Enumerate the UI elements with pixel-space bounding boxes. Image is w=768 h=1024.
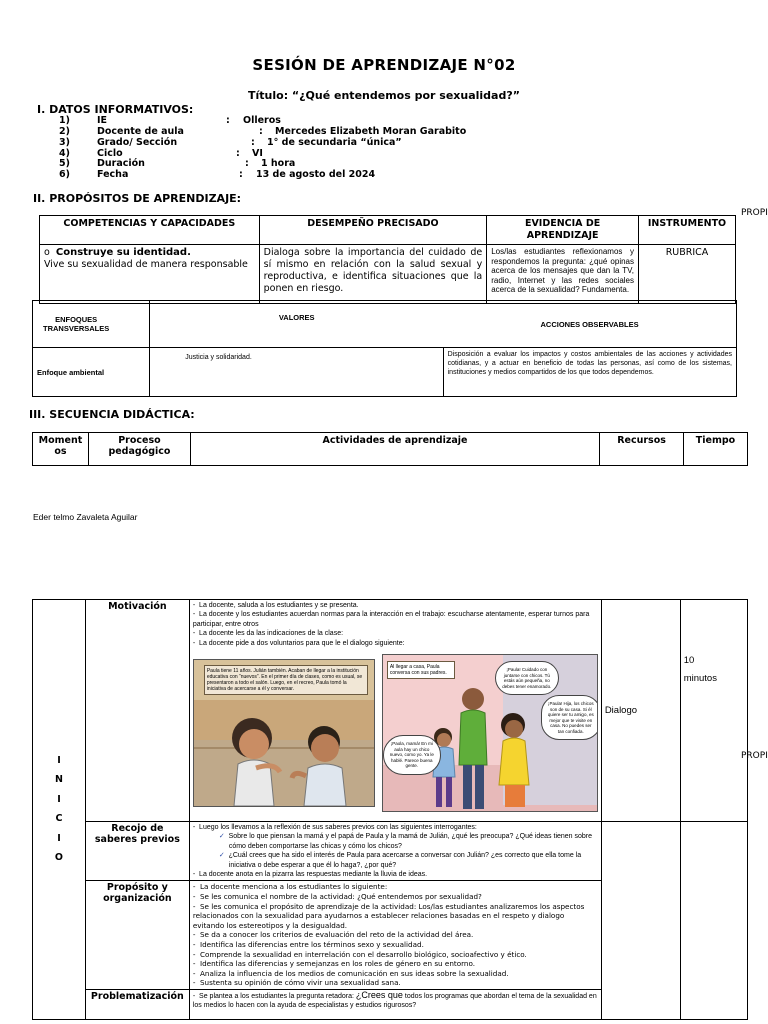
tiempo-empty <box>680 822 747 1020</box>
list-item: - La docente y los estudiantes acuerdan normas para la interacción en el trabajo: escucharse atentamente, esperar turnos para participar, entre otros <box>192 611 590 628</box>
col-competencias: COMPETENCIAS Y CAPACIDADES <box>40 216 260 245</box>
datos-num: 6) <box>59 169 70 180</box>
retadora-question-start: ¿Crees que <box>355 989 403 1000</box>
list-item: - Comprende la sexualidad en interrelación con el desarrollo biológico, socioafectivo y ético. <box>192 949 527 959</box>
datos-colon: : <box>236 148 240 159</box>
enfoques-table <box>32 300 737 397</box>
list-item: - Se les comunica el propósito de aprendizaje de la actividad: Los/las estudiantes analizaremos los aspectos relacionados con la sexualidad para ayudarnos a establecer relaciones basadas en el respeto y dialogo evitando los estereotipos y la desigualdad. <box>192 901 585 930</box>
valores-header: VALORES <box>150 301 443 348</box>
list-item: - Identifica las diferencias y semejanzas en los roles de género en su entorno. <box>192 959 476 969</box>
datos-label: IE <box>97 115 108 126</box>
comic-caption-left: Paula tiene 11 años. Julián también. Acaban de llegar a la institución educativa con “nuevos”. En el primer día de clases, como es usual, se presentaron a todo el salón. Luego, en el recreo, Paula tomó la iniciativa de acercarse a él y conversar. <box>204 665 368 695</box>
col-proceso: Proceso pedagógico <box>88 433 190 466</box>
tiempo-cell: 10 minutos <box>680 600 747 822</box>
margin-text: PROPI <box>741 208 768 218</box>
list-item: - La docente anota en la pizarra las respuestas mediante la lluvia de ideas. <box>192 871 428 879</box>
datos-num: 3) <box>59 137 70 148</box>
comic-panel-school <box>193 659 375 807</box>
motivacion-activities <box>189 600 601 822</box>
competencia-cell <box>40 245 260 304</box>
list-item: ✓ ¿Cuál crees que ha sido el interés de Paula para acercarse a conversar con Julián? ¿es correcto que ella tome la iniciativa o debe esperar a que él lo haga?, ¿por qué? <box>218 852 582 869</box>
list-item: - La docente menciona a los estudiantes lo siguiente: <box>192 882 388 892</box>
list-item: - Se les comunica el nombre de la actividad: ¿Qué entendemos por sexualidad? <box>192 892 482 902</box>
recurso-dialogo: Dialogo <box>601 600 680 822</box>
list-item: - La docente, saluda a los estudiantes y se presenta. <box>192 602 359 609</box>
author-footer: Eder telmo Zavaleta Aguilar <box>33 512 138 522</box>
proceso-motivacion: Motivación <box>85 600 189 822</box>
datos-value-fecha: 13 de agosto del 2024 <box>256 169 376 180</box>
recurso-empty <box>601 822 680 1020</box>
secuencia-table <box>32 599 748 1020</box>
propositos-table <box>39 215 736 304</box>
col-recursos: Recursos <box>600 433 684 466</box>
bullet: o <box>44 247 50 258</box>
datos-num: 2) <box>59 126 70 137</box>
section-secuencia-heading: III. SECUENCIA DIDÁCTICA: <box>29 408 195 421</box>
datos-colon: : <box>226 115 230 126</box>
datos-label: Duración <box>97 158 145 169</box>
datos-label: Fecha <box>97 169 129 180</box>
check-icon: ✓ <box>218 852 225 860</box>
list-item: - Se plantea a los estudiantes la pregunta retadora: ¿Crees que todos los programas que abordan el tema de la sexualidad en los medios lo hacen con la ayuda de especialistas y estudios rigurosos? <box>192 989 597 1010</box>
competencia-text: Vive su sexualidad de manera responsable <box>44 259 248 270</box>
datos-num: 4) <box>59 148 70 159</box>
proceso-problematizacion: Problematización <box>85 989 189 1019</box>
recojo-activities <box>189 822 601 881</box>
retadora-question-rest: todos los programas que abordan el tema de la sexualidad en los medios lo hacen con la ayuda de especialistas y estudios rigurosos? <box>192 992 597 1010</box>
desempeno-text: Dialoga sobre la importancia del cuidado de sí mismo en relación con la salud sexual y reproductiva, e identifica situaciones que la ponen en riesgo. <box>259 245 487 304</box>
datos-label: Grado/ Sección <box>97 137 178 148</box>
datos-value-docente: Mercedes Elizabeth Moran Garabito <box>275 126 467 137</box>
list-item: ✓ Sobre lo que piensan la mamá y el papá de Paula y la mamá de Julián, ¿qué les preocupa? ¿Qué ideas tienen sobre cómo deben comportarse las chicas y cómo los chicos? <box>218 833 593 850</box>
col-evidencia: EVIDENCIA DE APRENDIZAJE <box>487 216 639 245</box>
proceso-recojo: Recojo de saberes previos <box>85 822 189 881</box>
section-datos-heading: I. DATOS INFORMATIVOS: <box>37 103 194 116</box>
session-subtitle: Título: “¿Qué entendemos por sexualidad?” <box>248 89 520 102</box>
speech-bubble-mother: ¡Paula! Hija, los chicos son de su casa. Si él quiere ser tu amigo, es mejor que te visite en casa. No puedes ser tan confiada. <box>541 695 598 740</box>
competencia-title: Construye su identidad. <box>55 247 191 258</box>
moment-inicio: I N I C I O <box>33 600 86 1020</box>
datos-value-grado: 1° de secundaria “única” <box>267 137 402 148</box>
list-item: - Identifica las diferencias entre los términos sexo y sexualidad. <box>192 940 424 949</box>
datos-value-ciclo: VI <box>252 148 263 159</box>
datos-num: 5) <box>59 158 70 169</box>
evidencia-text: Los/las estudiantes reflexionamos y respondemos la pregunta: ¿qué opinas acerca de los mensajes que dan la TV, radio, Internet y las redes sociales acerca de la sexualidad? Fundamenta. <box>487 245 639 304</box>
list-item: - Se da a conocer los criterios de evaluación del reto de la actividad del área. <box>192 930 474 940</box>
speech-bubble-father: ¡Paula! Cuidado con juntarse con chicos. Tú estás aún pequeña, no debes tener enamorado. <box>495 661 559 695</box>
list-item: - Sustenta su opinión de cómo vivir una sexualidad sana. <box>192 978 401 988</box>
datos-num: 1) <box>59 115 70 126</box>
col-desempeno: DESEMPEÑO PRECISADO <box>259 216 487 245</box>
margin-text: PROPI <box>741 751 768 761</box>
comic-caption-right: Al llegar a casa, Paula conversa con sus padres. <box>387 661 455 679</box>
datos-colon: : <box>259 126 263 137</box>
datos-value-ie: Olleros <box>243 115 281 126</box>
list-item: - La docente pide a dos voluntarios para que le el dialogo siguiente: <box>192 639 405 647</box>
acciones-header: ACCIONES OBSERVABLES <box>443 301 736 348</box>
enfoques-header: ENFOQUES TRANSVERSALES <box>33 301 150 348</box>
col-momentos: Momentos <box>33 433 89 466</box>
datos-label: Docente de aula <box>97 126 184 137</box>
col-tiempo: Tiempo <box>684 433 748 466</box>
datos-colon: : <box>245 158 249 169</box>
section-propositos-heading: II. PROPÓSITOS DE APRENDIZAJE: <box>33 192 242 205</box>
enfoque-name: Enfoque ambiental <box>33 348 150 397</box>
secuencia-header-table <box>32 432 748 466</box>
session-title: SESIÓN DE APRENDIZAJE N°02 <box>252 56 516 74</box>
datos-colon: : <box>251 137 255 148</box>
datos-colon: : <box>239 169 243 180</box>
datos-value-duracion: 1 hora <box>261 158 296 169</box>
comic-panel-home <box>382 654 598 812</box>
speech-bubble-girl: ¡Paola, mamá! En mi aula hay un chico nuevo, como yo. Ya le hablé. Parece buena gente. <box>383 735 441 775</box>
list-item: - Luego los llevamos a la reflexión de sus saberes previos con las siguientes interrogantes: <box>192 824 477 831</box>
problematizacion-activities <box>189 989 601 1019</box>
instrumento-text: RUBRICA <box>639 245 736 304</box>
col-actividades: Actividades de aprendizaje <box>190 433 599 466</box>
check-icon: ✓ <box>218 833 225 841</box>
proposito-activities <box>189 881 601 990</box>
col-instrumento: INSTRUMENTO <box>639 216 736 245</box>
valores-text: Justicia y solidaridad. <box>150 348 443 397</box>
acciones-text: Disposición a evaluar los impactos y costos ambientales de las acciones y actividades cotidianas, y a actuar en beneficio de todas las personas, así como de los sistemas, instituciones y medios compartidos de los que todos dependemos. <box>443 348 736 397</box>
proceso-proposito: Propósito y organización <box>85 881 189 990</box>
list-item: - Analiza la influencia de los medios de comunicación en sus ideas sobre la sexualidad. <box>192 968 509 978</box>
list-item: - La docente les da las indicaciones de la clase: <box>192 630 344 638</box>
datos-label: Ciclo <box>97 148 123 159</box>
comic-strip <box>193 654 598 814</box>
